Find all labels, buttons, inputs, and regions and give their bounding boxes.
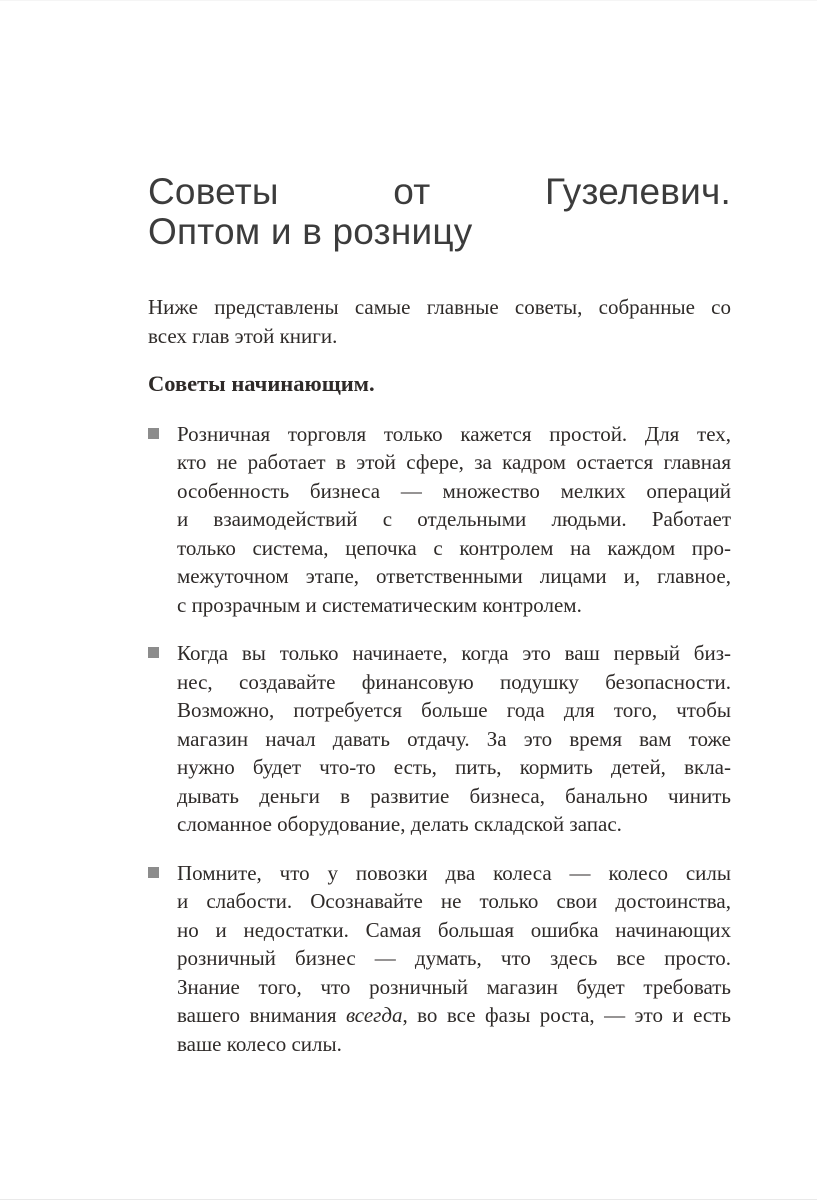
text-segment: и взаимодействий с отдельными людьми. Работает — [177, 507, 731, 531]
body-line — [177, 505, 731, 534]
body-line — [177, 916, 731, 945]
body-line — [177, 810, 731, 839]
list-item-text — [177, 420, 731, 620]
body-line — [177, 534, 731, 563]
text-segment: Помните, что у повозки два колеса — колесо силы — [177, 860, 731, 885]
list-item — [148, 859, 731, 1059]
intro-line — [148, 322, 731, 351]
body-line — [177, 887, 731, 916]
text-segment: Когда вы только начинаете, когда это ваш первый биз- — [177, 641, 731, 665]
text-segment: Советы от Гузелевич. — [148, 171, 731, 212]
text-segment: особенность бизнеса — множество мелких операций — [177, 478, 731, 503]
text-segment: с прозрачным и систематическим контролем. — [177, 592, 582, 617]
text-segment: всех глав этой книги. — [148, 323, 338, 348]
text-segment: сломанное оборудование, делать складской запас. — [177, 812, 622, 836]
body-line — [177, 725, 731, 754]
title-line — [148, 212, 731, 252]
text-segment: кто не работает в этой сфере, за кадром остается главная — [177, 450, 731, 474]
body-line — [177, 782, 731, 811]
text-segment: , во все фазы роста, — это и есть — [402, 1003, 731, 1027]
body-line — [177, 591, 731, 620]
chapter-title — [148, 172, 731, 252]
list-item-text — [177, 639, 731, 839]
body-line — [177, 448, 731, 477]
text-segment: нес, создавайте финансовую подушку безопасности. — [177, 669, 731, 694]
body-line — [177, 696, 731, 725]
text-segment: ваше колесо силы. — [177, 1031, 342, 1056]
page-content — [148, 0, 731, 1058]
square-bullet-icon — [148, 428, 159, 439]
list-item-text — [177, 859, 731, 1059]
list-item — [148, 420, 731, 620]
body-line — [177, 668, 731, 697]
body-line — [177, 859, 731, 888]
text-segment: вашего внимания — [177, 1003, 346, 1027]
body-line — [177, 944, 731, 973]
body-line — [177, 1001, 731, 1030]
text-segment: Знание того, что розничный магазин будет требовать — [177, 974, 731, 999]
section-heading: Советы начинающим. — [148, 371, 375, 396]
text-segment: только система, цепочка с контролем на каждом про- — [177, 535, 731, 560]
text-segment: но и недостатки. Самая большая ошибка начинающих — [177, 917, 731, 942]
body-line — [177, 1030, 731, 1059]
body-line — [177, 420, 731, 449]
list-item — [148, 639, 731, 839]
title-line — [148, 172, 731, 212]
text-segment: магазин начал давать отдачу. За это время вам тоже — [177, 726, 731, 751]
text-segment: дывать деньги в развитие бизнеса, банально чинить — [177, 783, 731, 808]
advice-list — [148, 420, 731, 1059]
intro-paragraph — [148, 293, 731, 350]
body-line — [177, 753, 731, 782]
body-line — [177, 973, 731, 1002]
text-segment: межуточном этапе, ответственными лицами и, главное, — [177, 564, 731, 588]
text-segment: и слабости. Осознавайте не только свои достоинства, — [177, 889, 731, 913]
text-segment: Оптом и в розницу — [148, 211, 473, 252]
text-segment: Возможно, потребуется больше года для того, чтобы — [177, 698, 731, 722]
square-bullet-icon — [148, 647, 159, 658]
text-segment: Розничная торговля только кажется простой. Для тех, — [177, 421, 731, 446]
italic-text: всегда — [345, 1003, 403, 1027]
text-segment: Ниже представлены самые главные советы, собранные со — [148, 295, 731, 319]
square-bullet-icon — [148, 867, 159, 878]
intro-line — [148, 293, 731, 322]
body-line — [177, 477, 731, 506]
text-segment: нужно будет что-то есть, пить, кормить детей, вкла- — [177, 755, 731, 779]
body-line — [177, 639, 731, 668]
body-line — [177, 562, 731, 591]
text-segment: розничный бизнес — думать, что здесь все просто. — [177, 946, 731, 970]
